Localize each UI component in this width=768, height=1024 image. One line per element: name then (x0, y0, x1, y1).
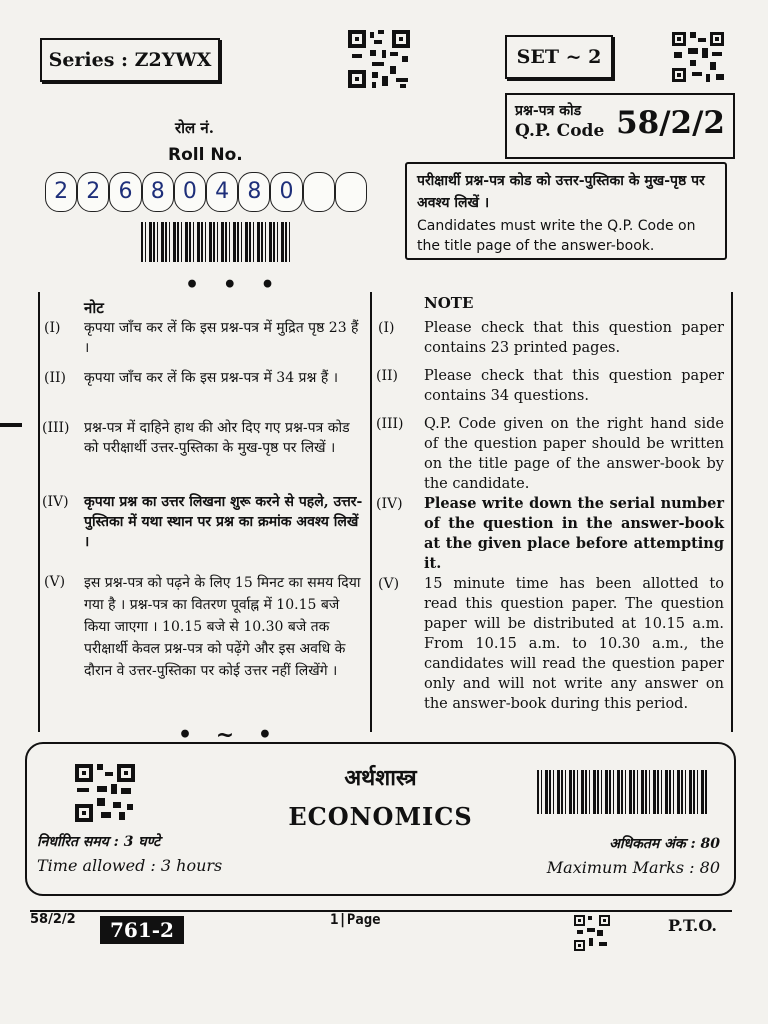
roll-digit-empty (303, 172, 335, 212)
roll-digit: 2 (77, 172, 109, 212)
roll-digit: 4 (206, 172, 238, 212)
subject-hindi: अर्थशास्त्र (344, 765, 417, 791)
time-allowed: Time allowed : 3 hours (37, 856, 223, 875)
edge-mark (0, 423, 22, 427)
qr-code-icon (346, 28, 412, 90)
subject-box (25, 742, 736, 896)
hindi-item-number: (II) (44, 370, 66, 386)
notice-hindi: परीक्षार्थी प्रश्न-पत्र कोड को उत्तर-पुस्तिका के मुख-पृष्ठ पर अवश्य लिखें । (417, 173, 705, 211)
english-item-text: Please check that this question paper contains 23 printed pages. (424, 320, 724, 356)
subject-english: ECONOMICS (288, 802, 473, 831)
qp-code-label-hindi: प्रश्न-पत्र कोड (515, 103, 582, 119)
notice-english: Candidates must write the Q.P. Code on the title page of the answer-book. (417, 218, 696, 254)
barcode-icon (141, 222, 293, 262)
roll-label-hindi: रोल नं. (175, 119, 214, 137)
qr-code-icon (573, 914, 611, 952)
time-allowed-hindi: निर्धारित समय : 3 घण्टे (37, 834, 161, 850)
english-item-text: 15 minute time has been allotted to read this question paper. The question paper will be distributed at 10.15 a.m. From 10.15 a.m. to 10.30 a.m., the candidates will read the question paper only and will not write any answer on the answer-book during this period. (424, 576, 724, 712)
english-item-number: (IV) (376, 496, 403, 512)
footer-qp-code: 58/2/2 (30, 912, 76, 927)
english-item-text: Q.P. Code given on the right hand side of the question paper should be written on the title page of the answer-book by the candidate. (424, 416, 724, 492)
hindi-item-number: (I) (44, 320, 61, 336)
hindi-item-number: (IV) (42, 494, 69, 510)
hindi-item-text: कृपया जाँच कर लें कि इस प्रश्न-पत्र में मुद्रित पृष्ठ 23 हैं । (84, 320, 359, 356)
hindi-item-text: कृपया जाँच कर लें कि इस प्रश्न-पत्र में 34 प्रश्न हैं । (84, 370, 339, 386)
left-border-line (38, 292, 40, 732)
english-item-number: (I) (378, 320, 395, 336)
hindi-item-number: (V) (44, 574, 66, 590)
notice-box (405, 162, 727, 260)
english-item-text: Please write down the serial number of the question in the answer-book at the given place before attempting it. (424, 495, 724, 572)
max-marks: Maximum Marks : 80 (546, 858, 720, 877)
right-border-line (731, 292, 733, 732)
barcode-icon (537, 770, 709, 814)
pto-label: P.T.O. (668, 916, 717, 935)
roll-digit-empty (335, 172, 367, 212)
english-item-text: Please check that this question paper contains 34 questions. (424, 368, 724, 404)
roll-label: Roll No. (168, 145, 243, 165)
hindi-note-heading: नोट (84, 299, 104, 317)
hindi-item-text: प्रश्न-पत्र में दाहिने हाथ की ओर दिए गए प्रश्न-पत्र कोड को परीक्षार्थी उत्तर-पुस्तिका के मुख-पृष्ठ पर लिखें । (84, 420, 350, 456)
series-label: Series : Z2YWX (40, 38, 220, 82)
hindi-item-number: (III) (42, 420, 70, 436)
qp-code-value: 58/2/2 (616, 105, 725, 141)
bottom-dots: • ~ • (178, 722, 280, 748)
english-item-number: (III) (376, 416, 404, 432)
footer-black-code: 761-2 (100, 916, 184, 944)
roll-digit: 0 (270, 172, 302, 212)
set-label: SET ~ 2 (505, 35, 613, 79)
separator-dots: • • • (185, 272, 283, 298)
roll-digit: 8 (142, 172, 174, 212)
english-note-heading: NOTE (424, 294, 474, 312)
english-item-number: (V) (378, 576, 400, 592)
footer-rule (30, 910, 732, 912)
qr-code-icon (670, 30, 726, 84)
page-number: 1|Page (330, 912, 381, 928)
max-marks-hindi: अधिकतम अंक : 80 (609, 836, 720, 852)
roll-digit: 2 (45, 172, 77, 212)
qp-code-label: Q.P. Code (515, 121, 605, 141)
hindi-item-text: इस प्रश्न-पत्र को पढ़ने के लिए 15 मिनट का समय दिया गया है । प्रश्न-पत्र का वितरण पूर्वाह्न में 10.15 बजे किया जाएगा । 10.15 बजे से 10.30 बजे तक परीक्षार्थी केवल प्रश्न-पत्र को पढ़ेंगे और इस अवधि के दौरान वे उत्तर-पुस्तिका पर कोई उत्तर नहीं लिखेंगे । (84, 575, 361, 679)
center-divider-line (370, 292, 372, 732)
hindi-item-text: कृपया प्रश्न का उत्तर लिखना शुरू करने से पहले, उत्तर-पुस्तिका में यथा स्थान पर प्रश्न का क्रमांक अवश्य लिखें । (84, 494, 363, 550)
english-item-number: (II) (376, 368, 398, 384)
roll-number-boxes (45, 172, 367, 214)
roll-digit: 6 (109, 172, 141, 212)
qp-code-box (505, 93, 735, 159)
roll-digit: 8 (238, 172, 270, 212)
roll-digit: 0 (174, 172, 206, 212)
